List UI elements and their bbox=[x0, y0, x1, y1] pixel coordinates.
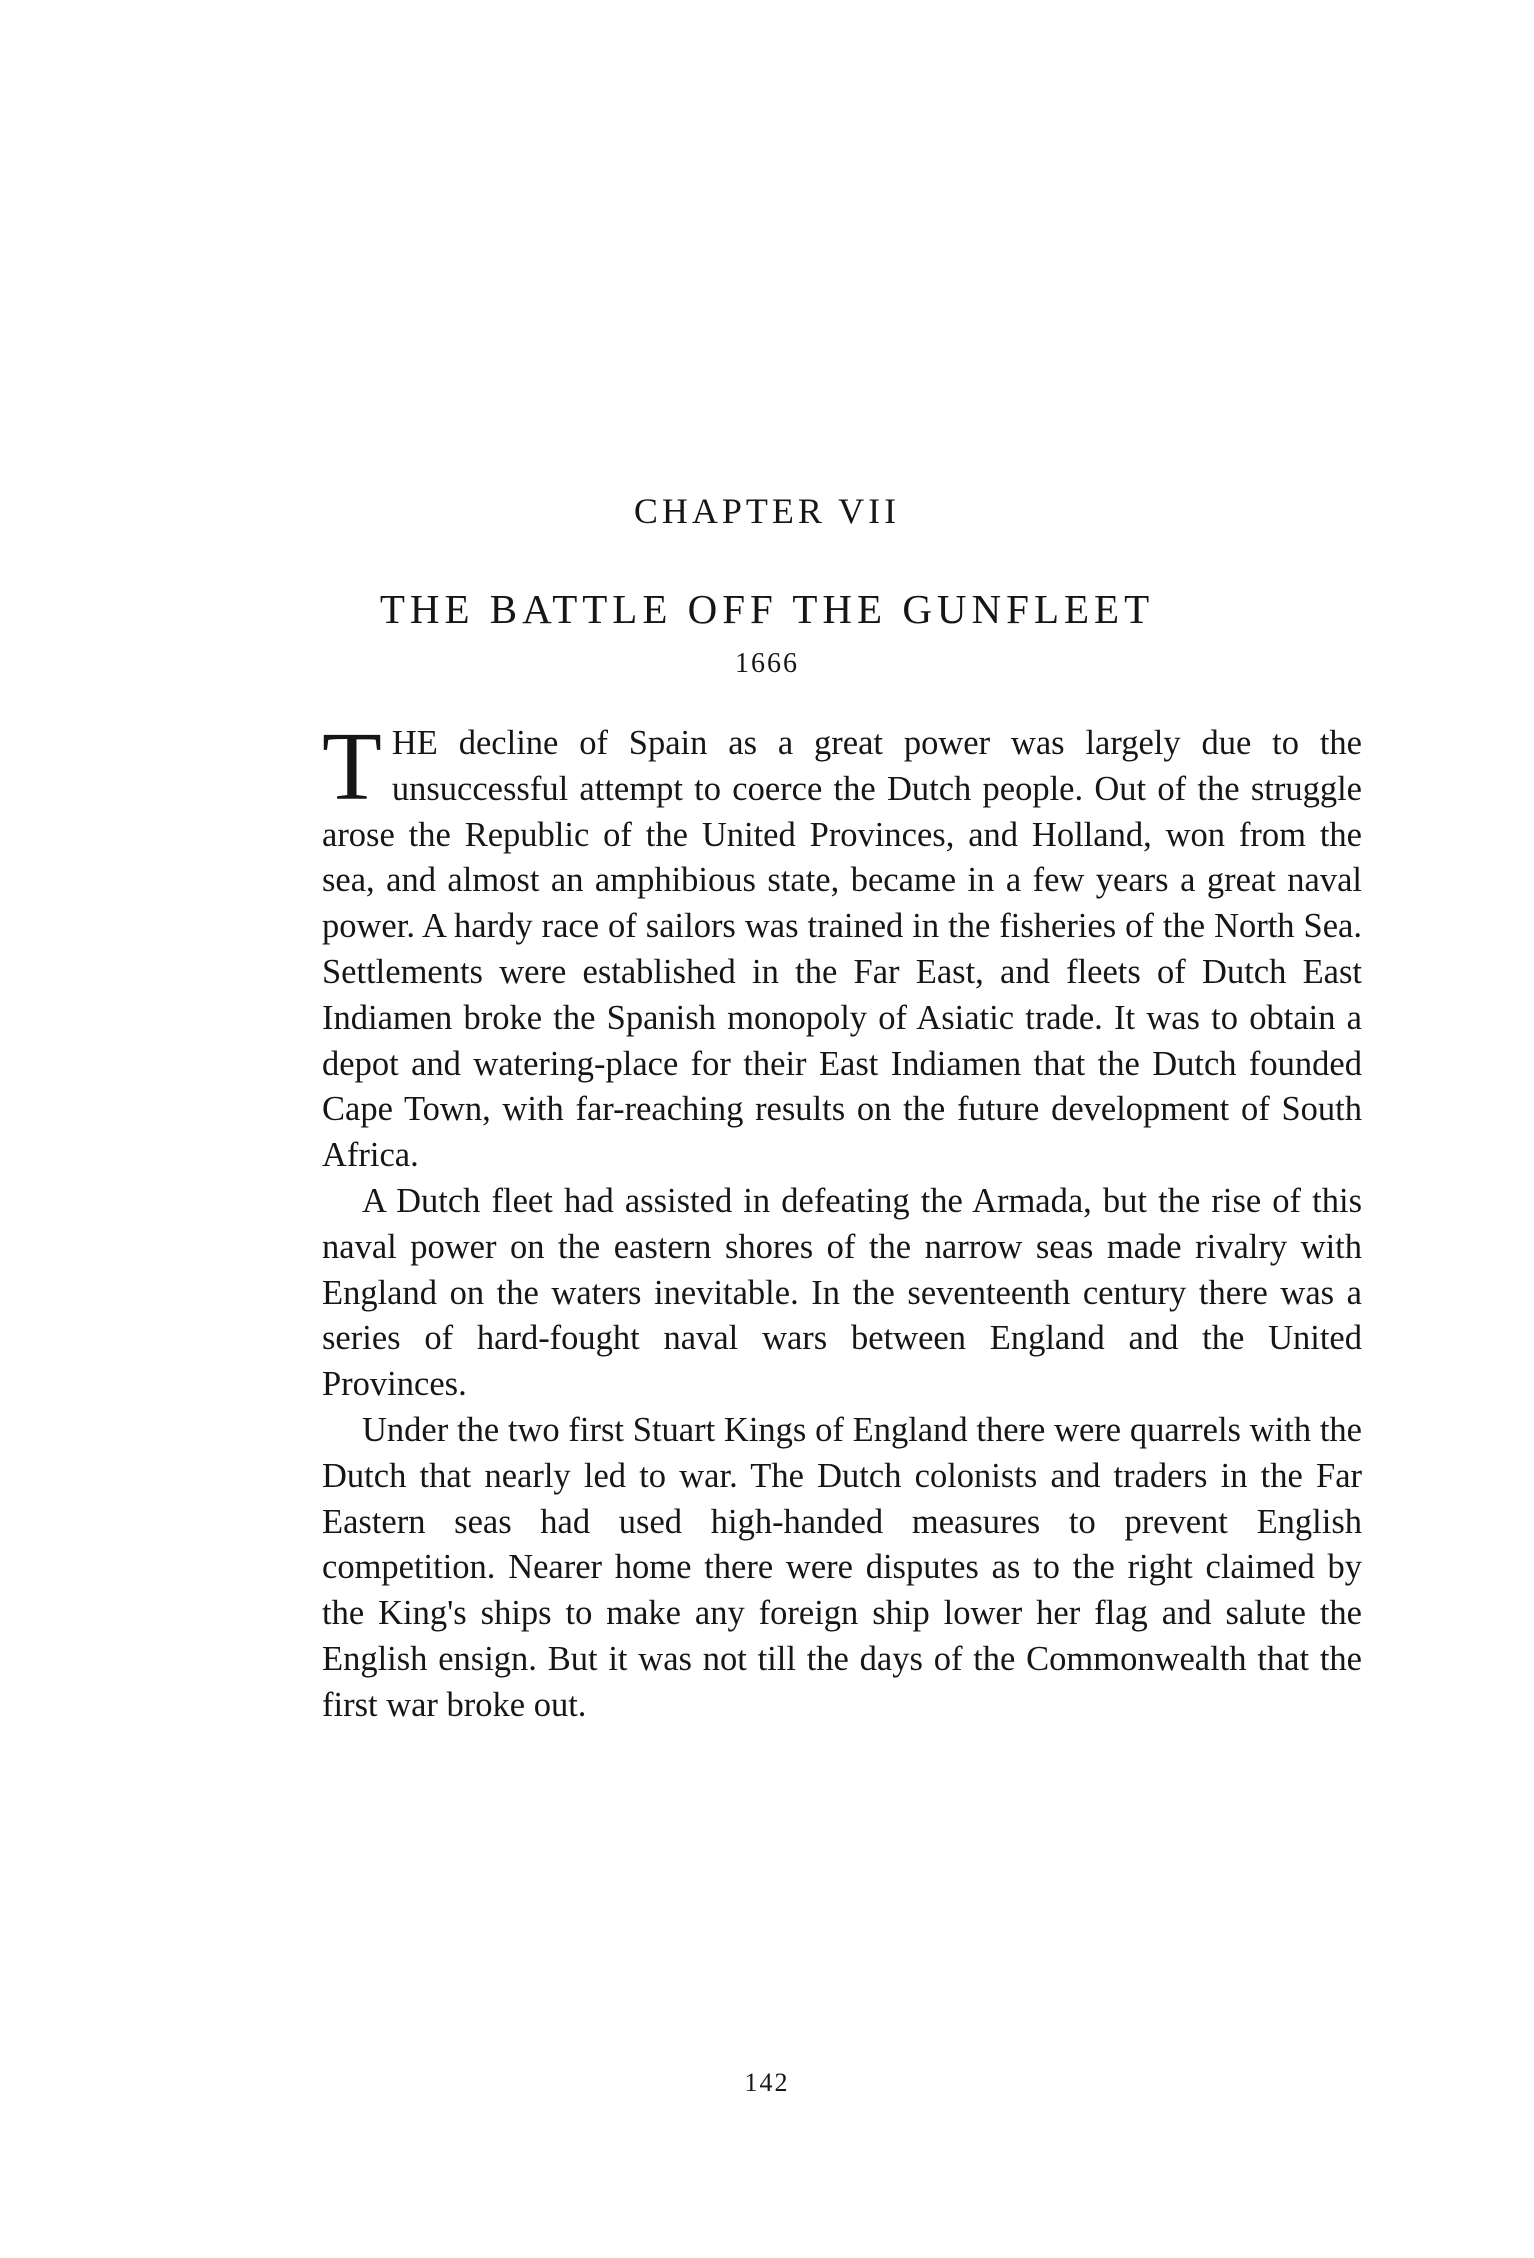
chapter-title: THE BATTLE OFF THE GUNFLEET bbox=[379, 586, 1155, 632]
body-text bbox=[322, 713, 1362, 1729]
chapter-year: 1666 bbox=[735, 648, 799, 679]
page-number: 142 bbox=[744, 2068, 790, 2097]
paragraph-1 bbox=[322, 713, 1362, 1179]
paragraph-2: A Dutch fleet had assisted in defeating the Armada, but the rise of this naval power on the eastern shores of the narrow seas made rivalry with England on the waters inevitable. In the seventeenth century there was a series of hard-fought naval wars between England and the United Provinces. bbox=[322, 1181, 1362, 1404]
chapter-label: CHAPTER VII bbox=[633, 491, 901, 531]
drop-cap: T bbox=[322, 713, 382, 821]
paragraph-3: Under the two first Stuart Kings of England there were quarrels with the Dutch that nearly led to war. The Dutch colonists and traders in the Far Eastern seas had used high-handed measures to prevent English competition. Nearer home there were disputes as to the right claimed by the King's ships to make any foreign ship lower her flag and salute the English ensign. But it was not till the days of the Commonwealth that the first war broke out. bbox=[322, 1410, 1362, 1724]
paragraph-1-text: HE decline of Spain as a great power was largely due to the unsuccessful attempt to coerce the Dutch people. Out of the struggle arose the Republic of the United Provinces, and Holland, won from the sea, and almost an amphibious state, became in a few years a great naval power. A hardy race of sailors was trained in the fisheries of the North Sea. Settlements were established in the Far East, and fleets of Dutch East Indiamen broke the Spanish monopoly of Asiatic trade. It was to obtain a depot and watering-place for their East Indiamen that the Dutch founded Cape Town, with far-reaching results on the future development of South Africa. bbox=[322, 724, 1362, 1175]
